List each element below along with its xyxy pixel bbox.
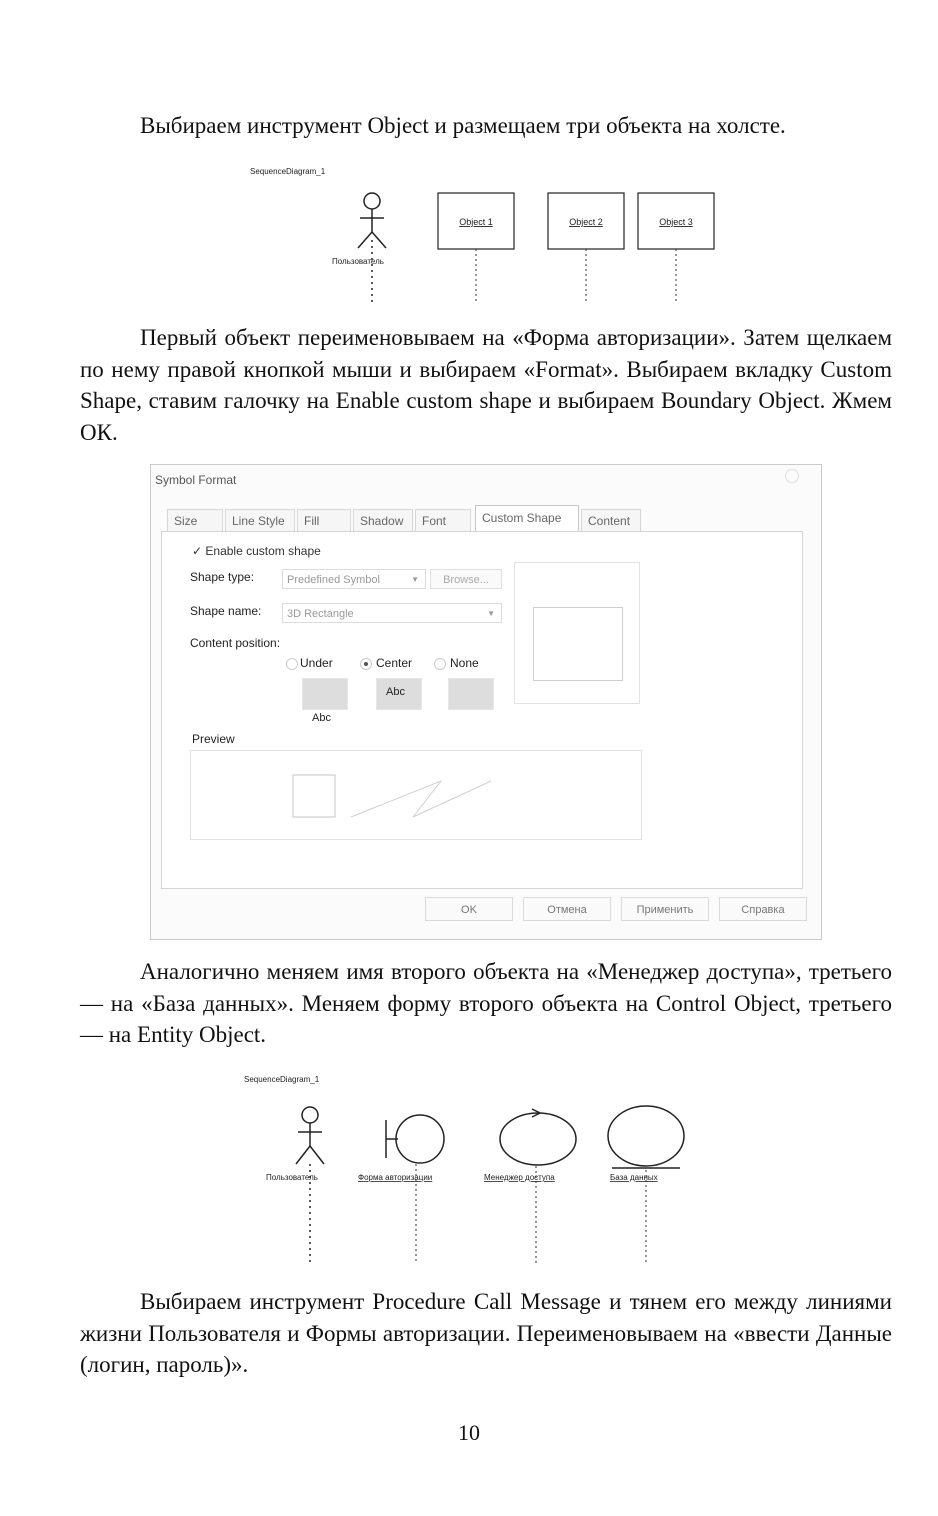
under-swatch xyxy=(302,678,348,710)
shape-type-label: Shape type: xyxy=(190,570,255,584)
chevron-down-icon: ▼ xyxy=(411,575,419,584)
paragraph-1: Выбираем инструмент Object и размещаем три объекта на холсте. xyxy=(140,113,786,138)
tab-content[interactable]: Content xyxy=(581,509,641,531)
radio-under-label: Under xyxy=(300,656,333,670)
tab-fill[interactable]: Fill xyxy=(297,509,351,531)
radio-none[interactable] xyxy=(434,658,446,670)
apply-button[interactable]: Применить xyxy=(621,897,709,921)
paragraph-3: Аналогично меняем имя второго объекта на «Менеджер доступа», третьего — на «База данных». Меняем форму второго объекта на Control Object, третьего — на Entity Object. xyxy=(80,959,892,1047)
shape-name-value: 3D Rectangle xyxy=(287,608,354,620)
sequence-diagram-2-drawing xyxy=(240,1068,710,1268)
shape-preview-box xyxy=(514,562,640,704)
radio-center[interactable] xyxy=(360,658,372,670)
cancel-button[interactable]: Отмена xyxy=(523,897,611,921)
none-swatch xyxy=(448,678,494,710)
browse-button[interactable]: Browse... xyxy=(430,569,502,589)
chevron-down-icon: ▼ xyxy=(487,609,495,618)
tab-line-style[interactable]: Line Style xyxy=(225,509,295,531)
object-1-label: Object 1 xyxy=(459,217,493,227)
dialog-title: Symbol Format xyxy=(155,473,237,487)
content-position-label: Content position: xyxy=(190,636,281,650)
diagram-title: SequenceDiagram_1 xyxy=(250,167,326,176)
checkmark-icon: ✓ xyxy=(192,544,203,558)
shape-name-label: Shape name: xyxy=(190,604,262,618)
actor-icon xyxy=(358,193,386,248)
ok-button[interactable]: OK xyxy=(425,897,513,921)
tab-custom-shape[interactable]: Custom Shape xyxy=(475,505,579,531)
database-label: База данных xyxy=(610,1173,658,1182)
preview-area xyxy=(190,750,642,840)
sequence-diagram-figure-2 xyxy=(240,1068,710,1268)
actor-label: Пользователь xyxy=(332,257,384,266)
symbol-format-dialog xyxy=(150,464,822,940)
preview-drawing xyxy=(191,751,641,839)
paragraph-4: Выбираем инструмент Procedure Call Message и тянем его между линиями жизни Пользователя и Формы авторизации. Переименовываем на «ввести Данные (логин, пароль)». xyxy=(80,1289,892,1377)
enable-custom-shape-label: Enable custom shape xyxy=(205,544,321,558)
tab-shadow[interactable]: Shadow xyxy=(353,509,413,531)
shape-type-select[interactable] xyxy=(282,569,426,589)
sequence-diagram-figure-1 xyxy=(240,160,730,310)
form-label: Форма авторизации xyxy=(358,1173,433,1182)
entity-object-icon xyxy=(608,1106,684,1168)
manager-label: Менеджер доступа xyxy=(484,1173,555,1182)
tab-size[interactable]: Size xyxy=(167,509,223,531)
page-number: 10 xyxy=(458,1420,480,1445)
shape-type-value: Predefined Symbol xyxy=(287,574,380,586)
actor-icon xyxy=(296,1107,324,1164)
diagram-2-title: SequenceDiagram_1 xyxy=(244,1075,320,1084)
tab-font[interactable]: Font xyxy=(415,509,471,531)
shape-name-select[interactable] xyxy=(282,603,502,623)
center-abc: Abc xyxy=(386,686,405,698)
boundary-object-icon xyxy=(386,1115,444,1163)
radio-none-label: None xyxy=(450,656,479,670)
object-3-label: Object 3 xyxy=(659,217,693,227)
radio-under[interactable] xyxy=(286,658,298,670)
object-2-label: Object 2 xyxy=(569,217,603,227)
actor-label: Пользователь xyxy=(266,1173,318,1182)
sequence-diagram-1-drawing xyxy=(240,160,730,310)
control-object-icon xyxy=(500,1109,576,1165)
enable-custom-shape-checkbox[interactable] xyxy=(192,544,321,558)
under-abc: Abc xyxy=(312,712,331,724)
help-button[interactable]: Справка xyxy=(719,897,807,921)
preview-label: Preview xyxy=(192,732,235,746)
close-icon[interactable] xyxy=(785,469,799,483)
radio-center-label: Center xyxy=(376,656,413,670)
shape-thumbnail xyxy=(533,607,623,681)
custom-shape-panel xyxy=(161,531,803,889)
paragraph-2: Первый объект переименовываем на «Форма авторизации». Затем щелкаем по нему правой кнопкой мыши и выбираем «Format». Выбираем вкладку Custom Shape, ставим галочку на Enable custom shape и выбираем Boundary Object. Жмем ОК. xyxy=(80,325,892,445)
